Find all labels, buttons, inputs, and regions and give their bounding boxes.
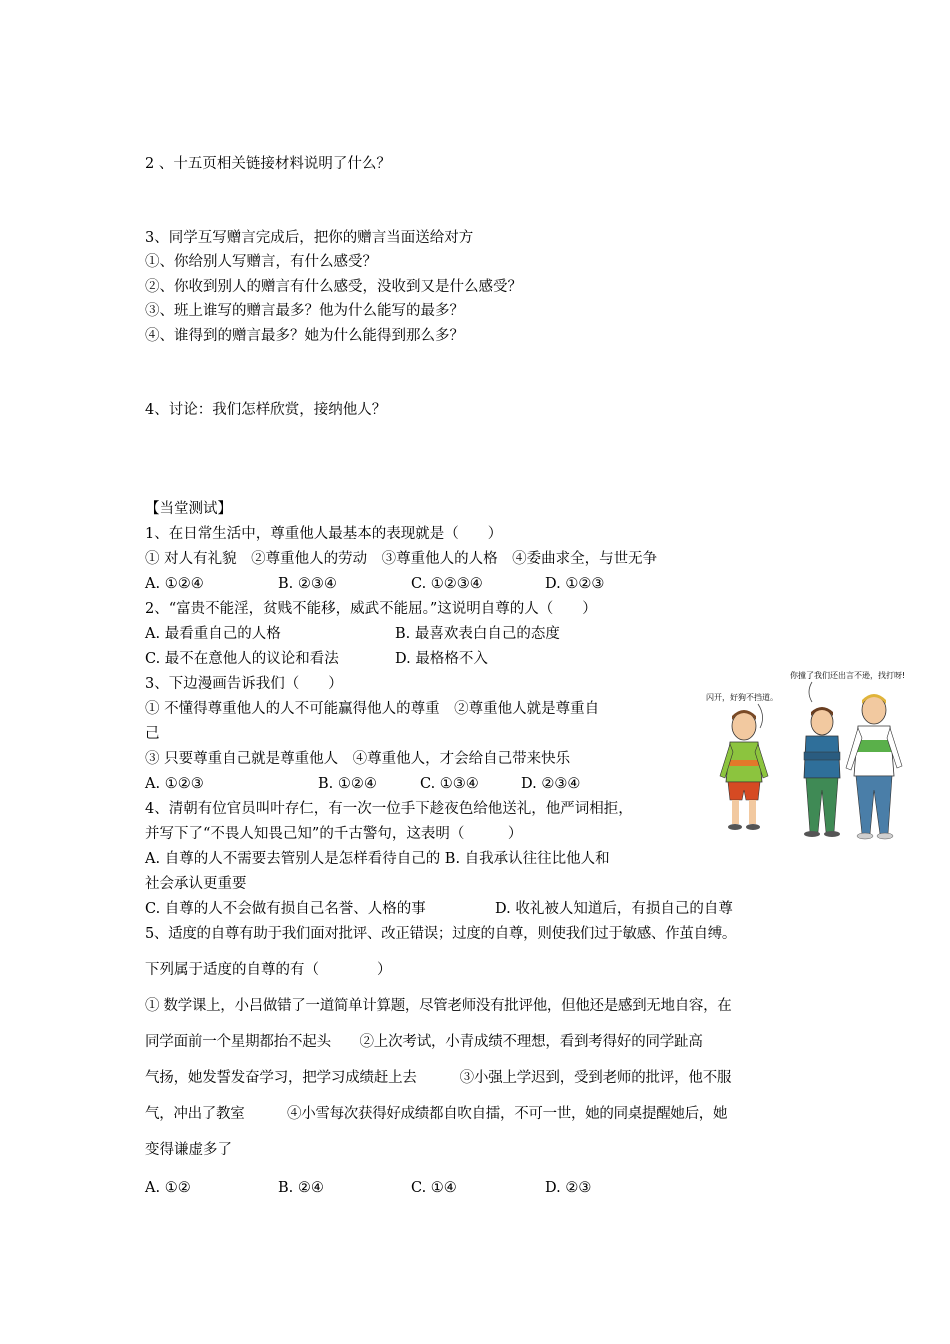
boy-middle-figure xyxy=(804,707,840,837)
question-3-sub-1: ①、你给别人写赠言，有什么感受？ xyxy=(145,254,377,270)
quiz-q3-stem: 3、下边漫画告诉我们（ ） xyxy=(145,676,343,692)
option-a: A. 最看重自己的人格 xyxy=(145,626,281,642)
quiz-q5-line7: 变得谦虚多了 xyxy=(145,1142,232,1158)
option-b: B. ②④ xyxy=(278,1180,324,1196)
option-a: A. ①②④ xyxy=(145,576,204,592)
quiz-q5-line6: 气，冲出了教室 ④小雪每次获得好成绩都自吹自擂，不可一世，她的同桌提醒她后，她 xyxy=(145,1106,728,1122)
quiz-q4-line1: 4、清朝有位官员叫叶存仁，有一次一位手下趁夜色给他送礼，他严词相拒， xyxy=(145,801,633,817)
quiz-q5-line3: ① 数学课上，小吕做错了一道简单计算题，尽管老师没有批评他，但他还是感到无地自容，在 xyxy=(145,998,732,1014)
option-d: D. ②③④ xyxy=(521,776,581,792)
option-c: C. 最不在意他人的议论和看法 xyxy=(145,651,339,667)
option-a: A. ①② xyxy=(145,1180,191,1196)
question-2: 2 、十五页相关链接材料说明了什么？ xyxy=(145,156,391,172)
option-d: D. ②③ xyxy=(545,1180,592,1196)
quiz-q5-line4: 同学面前一个星期都抬不起头 ②上次考试，小青成绩不理想，看到考得好的同学趾高 xyxy=(145,1034,703,1050)
question-3-sub-4: ④、谁得到的赠言最多？她为什么能得到那么多？ xyxy=(145,328,464,344)
option-c: C. ①②③④ xyxy=(411,576,483,592)
quiz-q5-line2: 下列属于适度的自尊的有（ ） xyxy=(145,962,392,978)
option-d: D. 最格格不入 xyxy=(395,651,488,667)
quiz-q1-stem: 1、在日常生活中，尊重他人最基本的表现就是（ ） xyxy=(145,526,503,542)
quiz-q3-line2: ③ 只要尊重自己就是尊重他人 ④尊重他人，才会给自己带来快乐 xyxy=(145,751,571,767)
boy-left-figure xyxy=(720,710,768,830)
cartoon-illustration xyxy=(700,664,920,850)
question-3-title: 3、同学互写赠言完成后，把你的赠言当面送给对方 xyxy=(145,230,474,246)
quiz-q4-line4: 社会承认更重要 xyxy=(145,876,247,892)
option-a: A. ①②③ xyxy=(145,776,204,792)
question-3-sub-3: ③、班上谁写的赠言最多？他为什么能写的最多？ xyxy=(145,303,464,319)
speech-right: 你撞了我们还出言不逊，找打呀! xyxy=(790,671,906,680)
quiz-q3-line1b: 己 xyxy=(145,726,160,742)
quiz-q4-line2: 并写下了“不畏人知畏己知”的千古警句，这表明（ ） xyxy=(145,826,523,842)
option-d: D. ①②③ xyxy=(545,576,605,592)
quiz-q2-stem: 2、“富贵不能淫，贫贱不能移，威武不能屈。”这说明自尊的人（ ） xyxy=(145,601,597,617)
quiz-heading: 【当堂测试】 xyxy=(145,501,232,517)
option-c: C. 自尊的人不会做有损自己名誉、人格的事 xyxy=(145,901,426,917)
speech-left: 闪开，好狗不挡道。 xyxy=(706,693,778,702)
quiz-q3-line1: ① 不懂得尊重他人的人不可能赢得他人的尊重 ②尊重他人就是尊重自 xyxy=(145,701,600,717)
quiz-q4-line3: A. 自尊的人不需要去管别人是怎样看待自己的 B. 自我承认往往比他人和 xyxy=(145,851,610,867)
boy-right-figure xyxy=(846,694,902,839)
question-3-sub-2: ②、你收到别人的赠言有什么感受，没收到又是什么感受？ xyxy=(145,279,522,295)
option-b: B. 最喜欢表白自己的态度 xyxy=(395,626,560,642)
option-b: B. ②③④ xyxy=(278,576,337,592)
quiz-q5-line5: 气扬，她发誓发奋学习，把学习成绩赶上去 ③小强上学迟到，受到老师的批评，他不服 xyxy=(145,1070,732,1086)
quiz-q5-line1: 5、适度的自尊有助于我们面对批评、改正错误；过度的自尊，则使我们过于敏感、作茧自缚。 xyxy=(145,926,737,942)
option-c: C. ①③④ xyxy=(420,776,479,792)
option-c: C. ①④ xyxy=(411,1180,457,1196)
option-d: D. 收礼被人知道后，有损自己的自尊 xyxy=(495,901,733,917)
option-b: B. ①②④ xyxy=(318,776,377,792)
question-4: 4、讨论：我们怎样欣赏，接纳他人？ xyxy=(145,402,387,418)
quiz-q1-statements: ① 对人有礼貌 ②尊重他人的劳动 ③尊重他人的人格 ④委曲求全，与世无争 xyxy=(145,551,658,567)
